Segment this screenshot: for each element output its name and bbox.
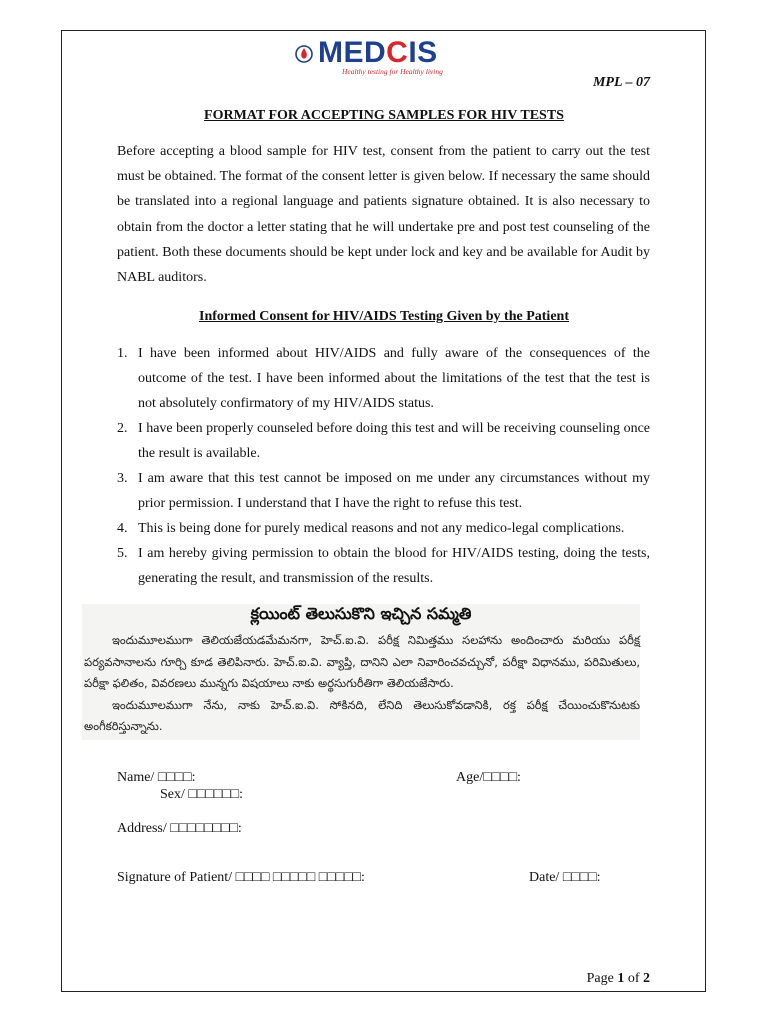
telugu-paragraph-2: ఇందుమూలముగా నేను, నాకు హెచ్.ఐ.వి. సోకినది, లేనిది తెలుసుకోవడానికి, రక్త పరీక్ష చేయించుకొనుటకు అంగీకరిస్తున్నాను. <box>84 697 640 733</box>
name-field[interactable]: Name/ □□□□: <box>117 770 196 785</box>
list-item: 5. I am hereby giving permission to obtain the blood for HIV/AIDS testing, doing the tests, generating the result, and transmission of the results. <box>117 546 650 586</box>
medcis-logo <box>292 38 492 80</box>
telugu-title: క్లయింట్ తెలుసుకొని ఇచ్చిన సమ్మతి <box>250 604 472 623</box>
intro-paragraph: Before accepting a blood sample for HIV test, consent from the patient to carry out the test must be obtained. The format of the consent letter is given below. If necessary the same should be translated into a regional language and patients signature obtained. It is also necessary to obtain from the doctor a letter stating that he will undertake pre and post test counseling of the patient. Both these documents should be kept under lock and key and be available for Audit by NABL auditors. <box>117 144 650 286</box>
telugu-paragraph-1: ఇందుమూలముగా తెలియజేయడమేమనగా, హెచ్.ఐ.వి. పరీక్ష నిమిత్తము సలహాను అందించారు మరియు పరీక్ష పర్యవసానాలను గూర్చి కూడ తెలిపినారు. హెచ్.ఐ.వి. వ్యాప్తి, దానిని ఎలా నివారించవచ్చునో, పరీక్షా విధానము, పరిమితులు, పరీక్షా ఫలితం, వివరణలు మున్నగు విషయాలు నాకు అర్థసుగురీతిగా తెలియజేసారు. <box>84 633 640 690</box>
list-item: 1. I have been informed about HIV/AIDS and fully aware of the consequences of the outcome of the test. I have been informed about the limitations of the test that the test is not absolutely confirmatory of my HIV/AIDS status. <box>117 346 650 411</box>
list-item: 2. I have been properly counseled before doing this test and will be receiving counseling once the result is available. <box>117 421 650 461</box>
list-item: 4. This is being done for purely medical reasons and not any medico-legal complications. <box>117 521 625 536</box>
consent-title: Informed Consent for HIV/AIDS Testing Given by the Patient <box>199 309 569 324</box>
page-number: Page 1 of 2 <box>586 971 650 986</box>
age-field[interactable]: Age/□□□□: <box>456 770 521 785</box>
telugu-body <box>84 630 640 738</box>
logo-wordmark: MEDCIS <box>318 36 438 69</box>
document-reference: MPL – 07 <box>592 75 650 90</box>
date-field[interactable]: Date/ □□□□: <box>529 870 601 885</box>
drop-icon <box>294 44 314 64</box>
address-field[interactable]: Address/ □□□□□□□□: <box>117 821 242 836</box>
telugu-consent-block <box>82 604 640 740</box>
signature-field[interactable]: Signature of Patient/ □□□□ □□□□□ □□□□□: <box>117 870 365 885</box>
list-item: 3. I am aware that this test cannot be imposed on me under any circumstances without my prior permission. I understand that I have the right to refuse this test. <box>117 471 650 511</box>
page-title: FORMAT FOR ACCEPTING SAMPLES FOR HIV TESTS <box>204 108 564 123</box>
logo-tagline: Healthy testing for Healthy living <box>342 67 443 76</box>
consent-list <box>117 341 650 591</box>
sex-field[interactable]: Sex/ □□□□□□: <box>160 787 244 802</box>
